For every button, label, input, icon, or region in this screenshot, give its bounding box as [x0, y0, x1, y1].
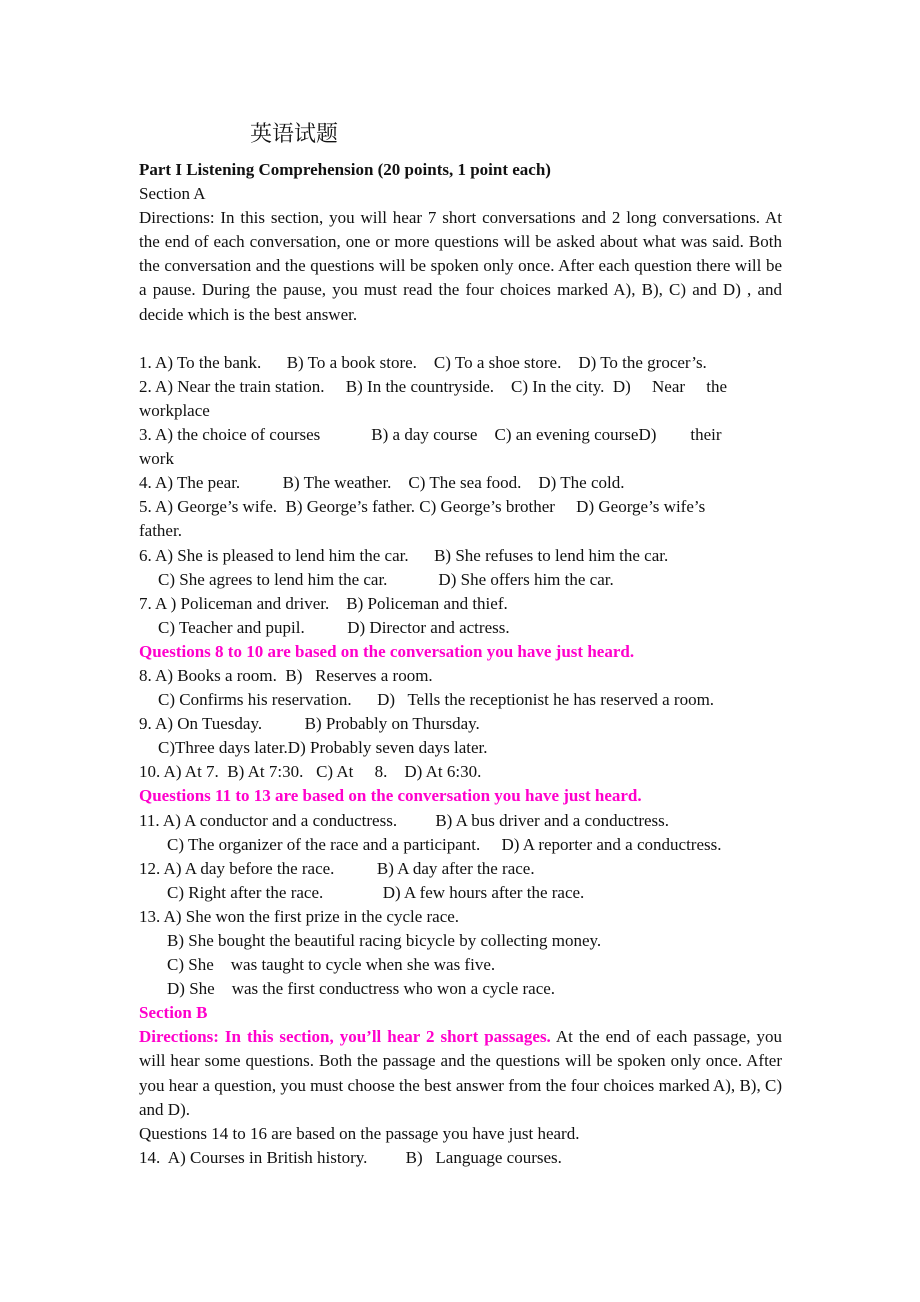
question-1: 1. A) To the bank. B) To a book store. C) To a shoe store. D) To the grocer’s.	[139, 352, 707, 372]
question-9-line1: 9. A) On Tuesday. B) Probably on Thursday.	[139, 714, 480, 734]
question-4: 4. A) The pear. B) The weather. C) The sea food. D) The cold.	[139, 473, 625, 493]
question-13-line4: D) She was the first conductress who won a cycle race.	[167, 979, 556, 999]
section-b-heading: Section B	[139, 1003, 208, 1023]
question-12-line1: 12. A) A day before the race. B) A day after the race.	[139, 858, 535, 878]
question-7-line2: C) Teacher and pupil. D) Director and actress.	[158, 617, 510, 637]
page-title: 英语试题	[250, 122, 339, 147]
question-2-line2: workplace	[139, 400, 210, 420]
question-7-line1: 7. A ) Policeman and driver. B) Policeman and thief.	[139, 593, 508, 613]
question-9-line2: C)Three days later.D) Probably seven days later.	[158, 738, 488, 758]
question-6-line2: C) She agrees to lend him the car. D) She offers him the car.	[158, 569, 614, 589]
questions-8-10-note: Questions 8 to 10 are based on the conversation you have just heard.	[139, 641, 635, 661]
section-b-directions-bold: Directions: In this section, you’ll hear 2 short passages.	[139, 1027, 551, 1047]
question-13-line1: 13. A) She won the first prize in the cycle race.	[139, 906, 460, 926]
spacer	[139, 327, 782, 351]
document-page	[139, 118, 782, 1170]
question-3-line2: work	[139, 449, 174, 469]
question-8-line2: C) Confirms his reservation. D) Tells the receptionist he has reserved a room.	[158, 690, 715, 710]
question-3-line1: 3. A) the choice of courses B) a day course C) an evening courseD) their	[139, 425, 722, 445]
section-a-heading: Section A	[139, 184, 206, 204]
question-10: 10. A) At 7. B) At 7:30. C) At 8. D) At 6:30.	[139, 762, 482, 782]
question-11-line1: 11. A) A conductor and a conductress. B) A bus driver and a conductress.	[139, 810, 670, 830]
question-8-line1: 8. A) Books a room. B) Reserves a room.	[139, 665, 433, 685]
question-11-line2: C) The organizer of the race and a participant. D) A reporter and a conductress.	[167, 834, 722, 854]
section-a-directions: Directions: In this section, you will hear 7 short conversations and 2 long conversations. At the end of each conversation, one or more questions will be asked about what was said. Both the conversation and the questions will be spoken only once. After each question there will be a pause. During the pause, you must read the four choices marked A), B), C) and D) , and decide which is the best answer.	[139, 208, 782, 324]
question-12-line2: C) Right after the race. D) A few hours after the race.	[167, 882, 585, 902]
questions-11-13-note: Questions 11 to 13 are based on the conversation you have just heard.	[139, 786, 642, 806]
questions-14-16-note: Questions 14 to 16 are based on the passage you have just heard.	[139, 1123, 580, 1143]
question-5-line1: 5. A) George’s wife. B) George’s father. C) George’s brother D) George’s wife’s	[139, 497, 706, 517]
part1-heading: Part I Listening Comprehension (20 points, 1 point each)	[139, 160, 551, 179]
question-2-line1: 2. A) Near the train station. B) In the countryside. C) In the city. D) Near the	[139, 376, 728, 396]
question-5-line2: father.	[139, 521, 182, 541]
section-b-directions	[139, 1025, 782, 1121]
question-6-line1: 6. A) She is pleased to lend him the car. B) She refuses to lend him the car.	[139, 545, 669, 565]
question-13-line2: B) She bought the beautiful racing bicycle by collecting money.	[167, 931, 602, 950]
question-13-line3: C) She was taught to cycle when she was five.	[167, 955, 496, 975]
question-14: 14. A) Courses in British history. B) Language courses.	[139, 1147, 562, 1167]
section-b-directions-rest: At the end of each passage, you will hear some questions. Both the passage and the questions will be spoken only once. After you hear a question, you must choose the best answer from the four choices marked A), B), C) and D).	[139, 1027, 782, 1119]
